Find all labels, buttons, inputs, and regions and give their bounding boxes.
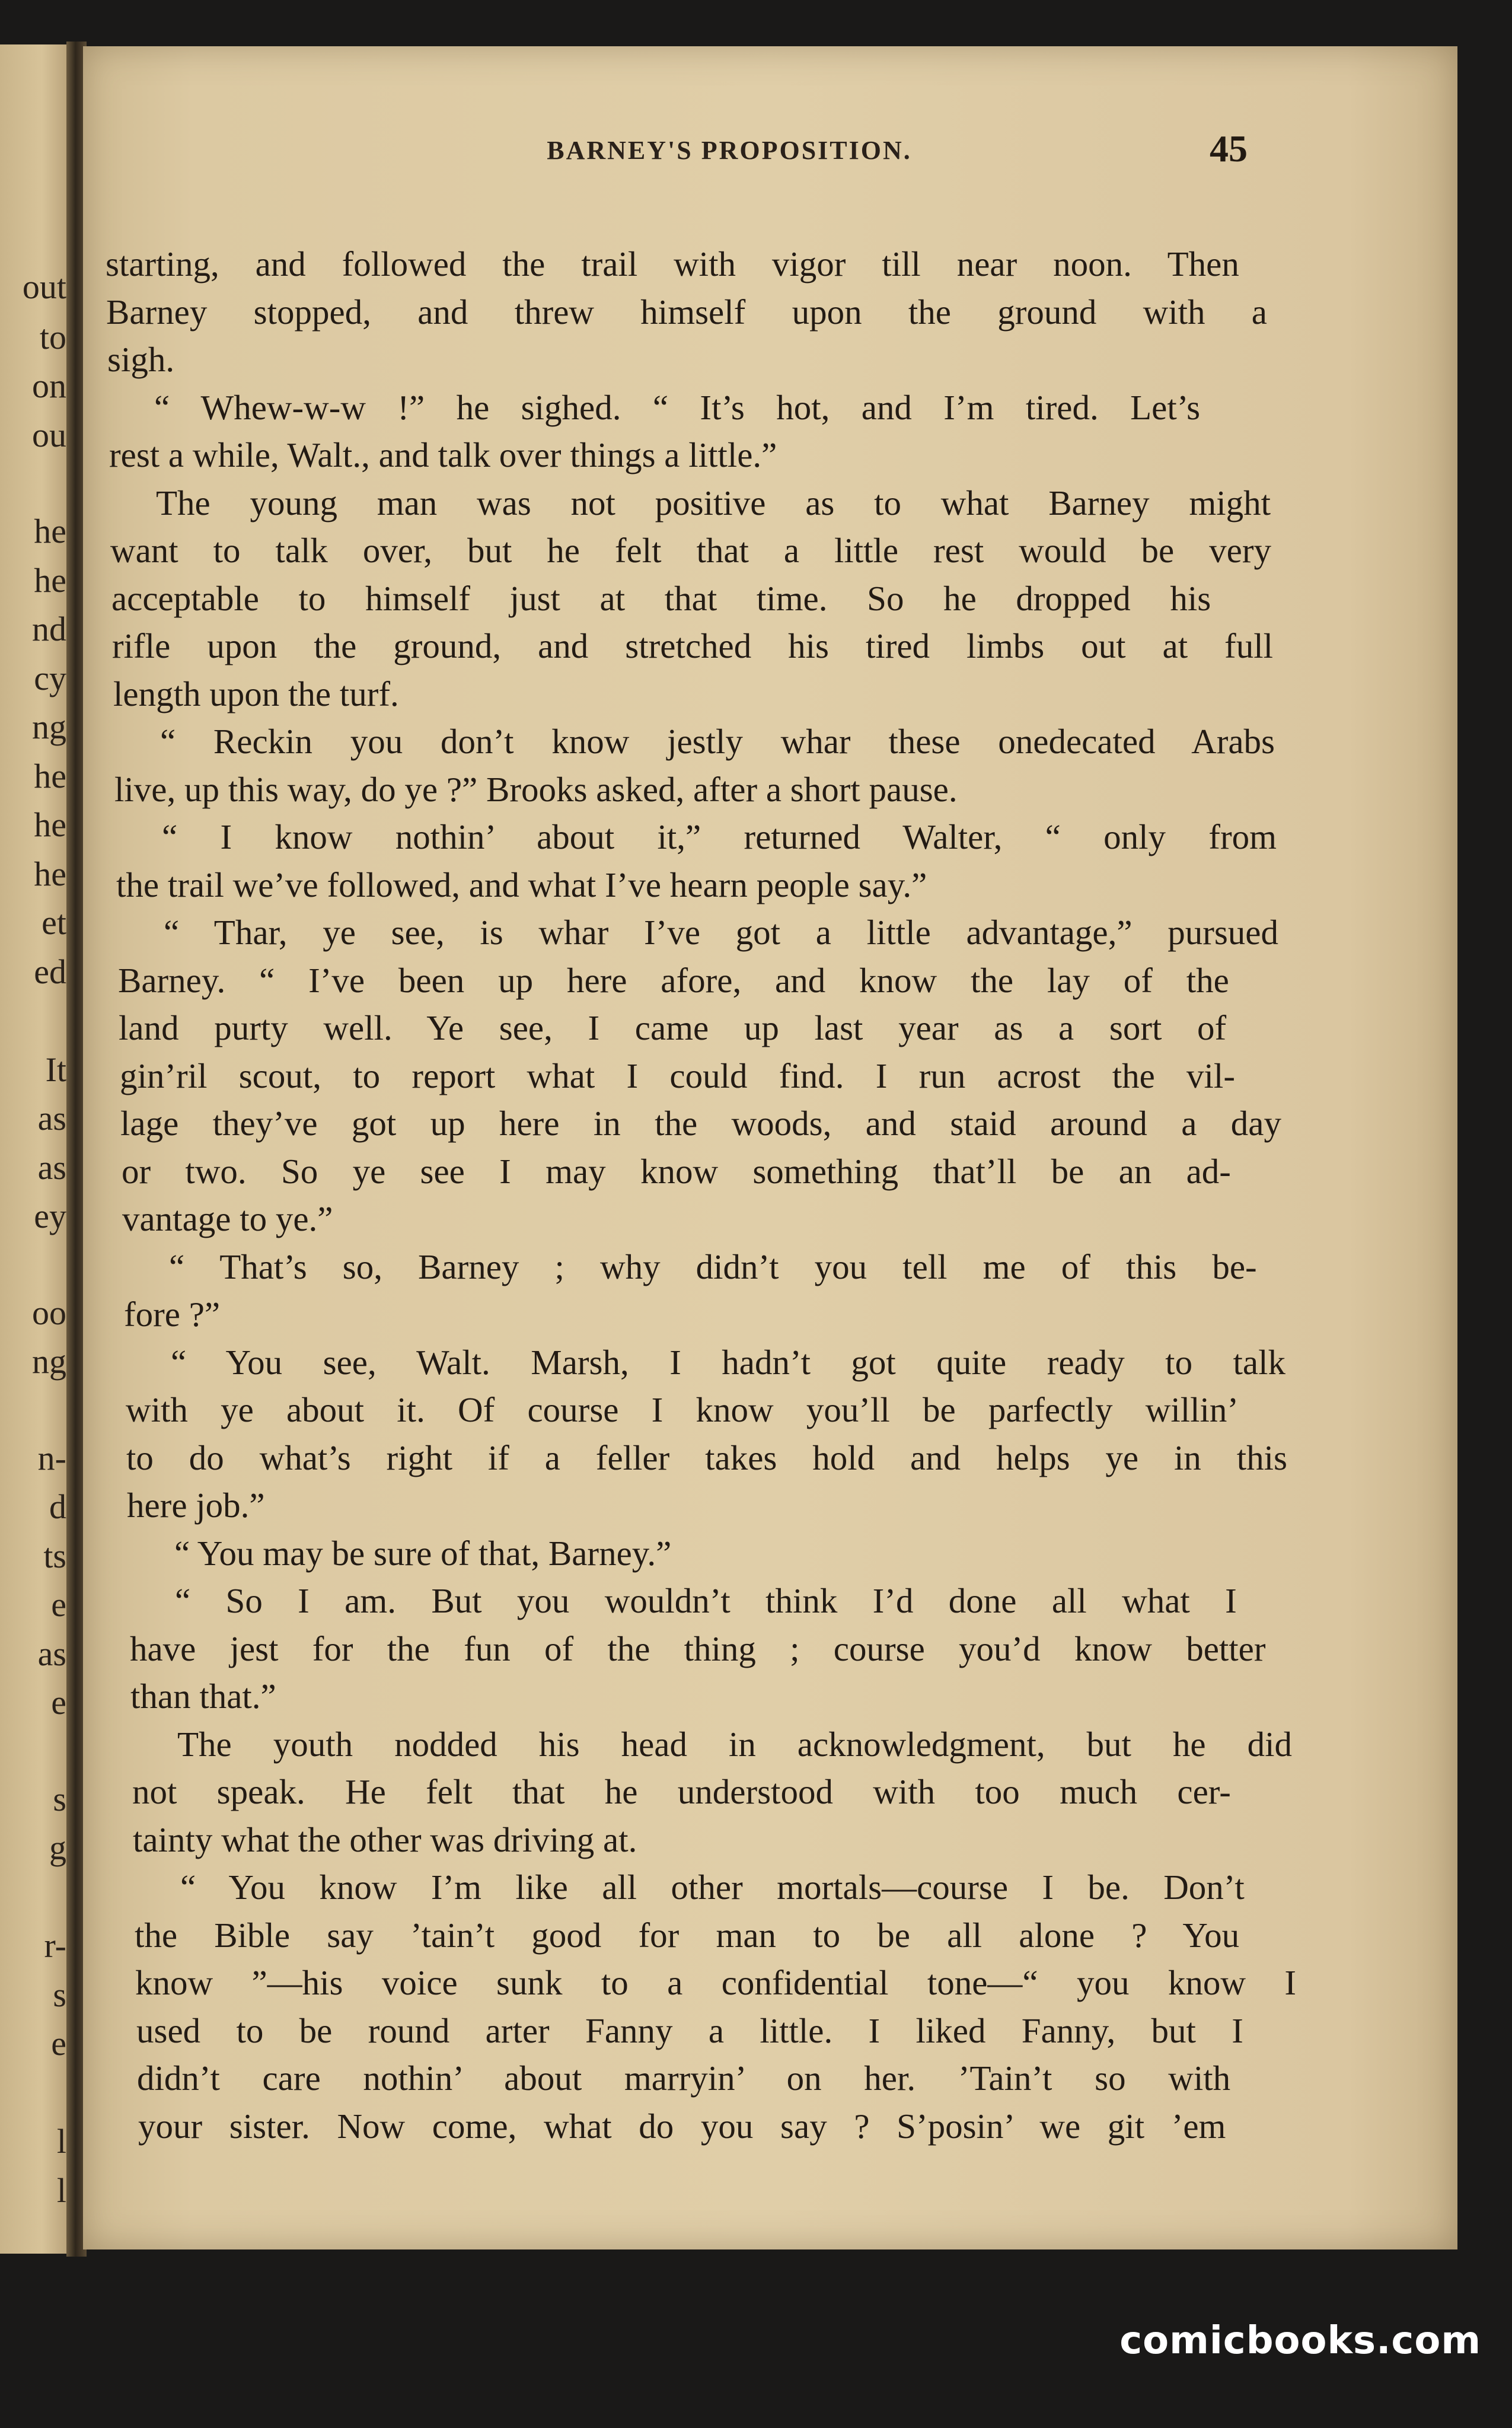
facing-page-fragment: as — [37, 1634, 66, 1673]
text-line: “ I know nothin’ about it,” returned Walter, “ only from — [162, 817, 1277, 856]
text-line: “ Thar, ye see, is whar I’ve got a little advantage,” pursued — [164, 913, 1278, 952]
text-line: tainty what the other was driving at. — [133, 1820, 637, 1859]
running-head: BARNEY'S PROPOSITION. — [547, 136, 912, 165]
text-line: gin’ril scout, to report what I could find. I run acrost the vil- — [120, 1056, 1235, 1095]
text-line: Barney. “ I’ve been up here afore, and know the lay of the — [118, 961, 1229, 1000]
facing-page-fragment: on — [32, 367, 66, 405]
facing-page-fragment: he — [34, 855, 66, 893]
facing-page-fragment: he — [34, 512, 66, 550]
text-line: with ye about it. Of course I know you’ll be parfectly willin’ — [126, 1390, 1239, 1429]
facing-page-fragment: ed — [34, 952, 66, 991]
facing-page-fragment: s — [53, 1780, 66, 1818]
text-line: live, up this way, do ye ?” Brooks asked, after a short pause. — [114, 770, 958, 809]
facing-page-fragment: ng — [32, 1342, 66, 1381]
text-line: rest a while, Walt., and talk over things a little.” — [109, 435, 777, 474]
facing-page-fragment: e — [51, 1585, 66, 1624]
text-line: want to talk over, but he felt that a little rest would be very — [110, 531, 1271, 570]
text-line: your sister. Now come, what do you say ? S’posin’ we git ’em — [138, 2107, 1226, 2146]
text-line: lage they’ve got up here in the woods, and staid around a day — [120, 1104, 1281, 1143]
facing-page-fragment: he — [34, 805, 66, 844]
text-line: than that.” — [130, 1677, 276, 1716]
facing-page-fragment: as — [37, 1099, 66, 1137]
text-line: the Bible say ’tain’t good for man to be all alone ? You — [135, 1916, 1240, 1955]
facing-page-fragment: cy — [34, 659, 66, 697]
facing-page-edge — [0, 44, 70, 2254]
facing-page-fragment: It — [45, 1050, 66, 1089]
text-line: here job.” — [127, 1486, 265, 1525]
facing-page-fragment: as — [37, 1148, 66, 1187]
facing-page-fragment: out — [22, 267, 66, 306]
text-line: used to be round arter Fanny a little. I liked Fanny, but I — [136, 2011, 1243, 2050]
facing-page-fragment: to — [39, 318, 66, 356]
text-line: “ Reckin you don’t know jestly whar these onedecated Arabs — [160, 722, 1275, 761]
page-number: 45 — [1210, 128, 1248, 170]
facing-page-fragment: s — [53, 1975, 66, 2014]
text-line: starting, and followed the trail with vigor till near noon. Then — [106, 244, 1239, 283]
book-page — [83, 46, 1457, 2249]
facing-page-fragment: ng — [32, 708, 66, 746]
facing-page-fragment: ey — [34, 1197, 66, 1235]
page-header — [83, 128, 1457, 183]
watermark: comicbooks.com — [1119, 2319, 1481, 2363]
text-line: to do what’s right if a feller takes hold and helps ye in this — [126, 1438, 1287, 1477]
text-line: have jest for the fun of the thing ; course you’d know better — [130, 1629, 1266, 1668]
text-line: land purty well. Ye see, I came up last year as a sort of — [119, 1008, 1227, 1047]
text-line: “ Whew-w-w !” he sighed. “ It’s hot, and I’m tired. Let’s — [154, 388, 1201, 427]
text-line: rifle upon the ground, and stretched his tired limbs out at full — [112, 626, 1273, 665]
text-line: or two. So ye see I may know something that’ll be an ad- — [122, 1152, 1231, 1191]
facing-page-fragment: e — [51, 1683, 66, 1722]
facing-page-fragment: et — [42, 903, 66, 942]
facing-page-fragment: d — [49, 1487, 66, 1526]
text-line: “ You know I’m like all other mortals—course I be. Don’t — [180, 1868, 1245, 1907]
text-line: Barney stopped, and threw himself upon the ground with a — [106, 292, 1267, 332]
facing-page-fragment: he — [34, 757, 66, 795]
text-line: vantage to ye.” — [122, 1199, 333, 1238]
facing-page-fragment: ts — [43, 1537, 66, 1575]
text-line: “ That’s so, Barney ; why didn’t you tell me of this be- — [169, 1247, 1257, 1286]
text-line: “ You see, Walt. Marsh, I hadn’t got quite ready to talk — [171, 1343, 1285, 1382]
facing-page-fragment: nd — [32, 610, 66, 648]
text-line: “ So I am. But you wouldn’t think I’d done all what I — [175, 1581, 1237, 1620]
text-line: “ You may be sure of that, Barney.” — [174, 1534, 672, 1573]
text-line: fore ?” — [124, 1295, 221, 1334]
text-line: know ”—his voice sunk to a confidential tone—“ you know I — [135, 1963, 1296, 2002]
text-line: sigh. — [107, 340, 175, 379]
text-line: the trail we’ve followed, and what I’ve hearn people say.” — [116, 865, 927, 904]
facing-page-fragment: g — [49, 1828, 66, 1867]
text-line: not speak. He felt that he understood with too much cer- — [132, 1772, 1231, 1811]
facing-page-fragment: e — [51, 2024, 66, 2063]
text-line: didn’t care nothin’ about marryin’ on her. ’Tain’t so with — [137, 2059, 1231, 2098]
facing-page-fragment: ou — [32, 416, 66, 454]
facing-page-fragment: r- — [44, 1926, 66, 1965]
facing-page-fragment: n- — [37, 1439, 66, 1477]
text-line: The youth nodded his head in acknowledgment, but he did — [177, 1725, 1292, 1764]
facing-page-fragment: he — [34, 561, 66, 600]
text-line: acceptable to himself just at that time. So he dropped his — [111, 579, 1211, 618]
text-line: length upon the turf. — [113, 674, 399, 713]
text-line: The young man was not positive as to what Barney might — [156, 483, 1271, 522]
facing-page-fragment: oo — [32, 1293, 66, 1332]
facing-page-fragment: l — [56, 2122, 66, 2161]
facing-page-fragment: l — [56, 2171, 66, 2210]
